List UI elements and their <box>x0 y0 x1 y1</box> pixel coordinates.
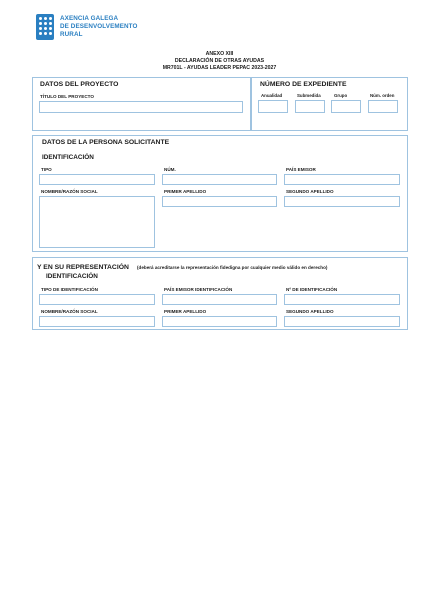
applicant-segundo-apellido-label: SEGUNDO APELLIDO <box>286 189 334 194</box>
org-name <box>60 15 138 39</box>
rep-nombre-label: NOMBRE/RAZÓN SOCIAL <box>41 309 98 314</box>
doc-code: MR701L - AYUDAS LEADER PEPAC 2023-2027 <box>162 65 277 71</box>
project-title-label: TÍTULO DEL PROYECTO <box>40 94 94 99</box>
applicant-num-input[interactable] <box>162 174 277 185</box>
org-name-line1: AXENCIA GALEGA <box>60 15 119 22</box>
num-orden-label: Núm. orden <box>370 93 395 98</box>
org-name-line2: DE DESENVOLVEMENTO <box>60 23 138 30</box>
applicant-segundo-apellido-input[interactable] <box>284 196 400 207</box>
doc-annex: ANEXO XIII <box>205 51 234 57</box>
applicant-nombre-label: NOMBRE/RAZÓN SOCIAL <box>41 189 98 194</box>
rep-tipo-id-label: TIPO DE IDENTIFICACIÓN <box>41 287 98 292</box>
grupo-label: Grupo <box>334 93 348 98</box>
applicant-num-label: NÚM. <box>164 167 176 172</box>
num-orden-input[interactable] <box>368 100 398 113</box>
applicant-nombre-input[interactable] <box>39 196 155 248</box>
applicant-primer-apellido-label: PRIMER APELLIDO <box>164 189 207 194</box>
rep-segundo-apellido-input[interactable] <box>284 316 400 327</box>
rep-primer-apellido-label: PRIMER APELLIDO <box>164 309 207 314</box>
applicant-pais-input[interactable] <box>284 174 400 185</box>
rep-num-id-label: Nº DE IDENTIFICACIÓN <box>286 287 338 292</box>
applicant-tipo-label: TIPO <box>41 167 52 172</box>
rep-tipo-id-input[interactable] <box>39 294 155 305</box>
applicant-primer-apellido-input[interactable] <box>162 196 277 207</box>
grupo-input[interactable] <box>331 100 361 113</box>
applicant-tipo-input[interactable] <box>39 174 155 185</box>
anualidad-label: Anualidad <box>261 93 283 98</box>
applicant-section-title: DATOS DE LA PERSONA SOLICITANTE <box>42 139 170 146</box>
org-logo <box>36 14 136 40</box>
submedida-label: Submedida <box>297 93 321 98</box>
rep-pais-emisor-id-input[interactable] <box>162 294 277 305</box>
rep-segundo-apellido-label: SEGUNDO APELLIDO <box>286 309 334 314</box>
representation-note: (deberá acreditarse la representación fidedigna por cualquier medio válido en derecho) <box>137 265 328 270</box>
rep-num-id-input[interactable] <box>284 294 400 305</box>
org-name-line3: RURAL <box>60 31 83 38</box>
representation-identification-heading: IDENTIFICACIÓN <box>46 273 98 280</box>
anualidad-input[interactable] <box>258 100 288 113</box>
representation-section-title: Y EN SU REPRESENTACIÓN <box>37 264 129 271</box>
project-section-title: DATOS DEL PROYECTO <box>40 81 119 88</box>
project-title-input[interactable] <box>39 101 243 113</box>
expedient-section-title: NÚMERO DE EXPEDIENTE <box>260 81 347 88</box>
doc-title: DECLARACIÓN DE OTRAS AYUDAS <box>174 58 265 64</box>
applicant-pais-label: PAÍS EMISOR <box>286 167 316 172</box>
rep-nombre-input[interactable] <box>39 316 155 327</box>
rep-primer-apellido-input[interactable] <box>162 316 277 327</box>
applicant-identification-heading: IDENTIFICACIÓN <box>42 154 94 161</box>
xunta-logo-icon <box>36 14 54 40</box>
rep-pais-emisor-id-label: PAÍS EMISOR IDENTIFICACIÓN <box>164 287 233 292</box>
submedida-input[interactable] <box>295 100 325 113</box>
